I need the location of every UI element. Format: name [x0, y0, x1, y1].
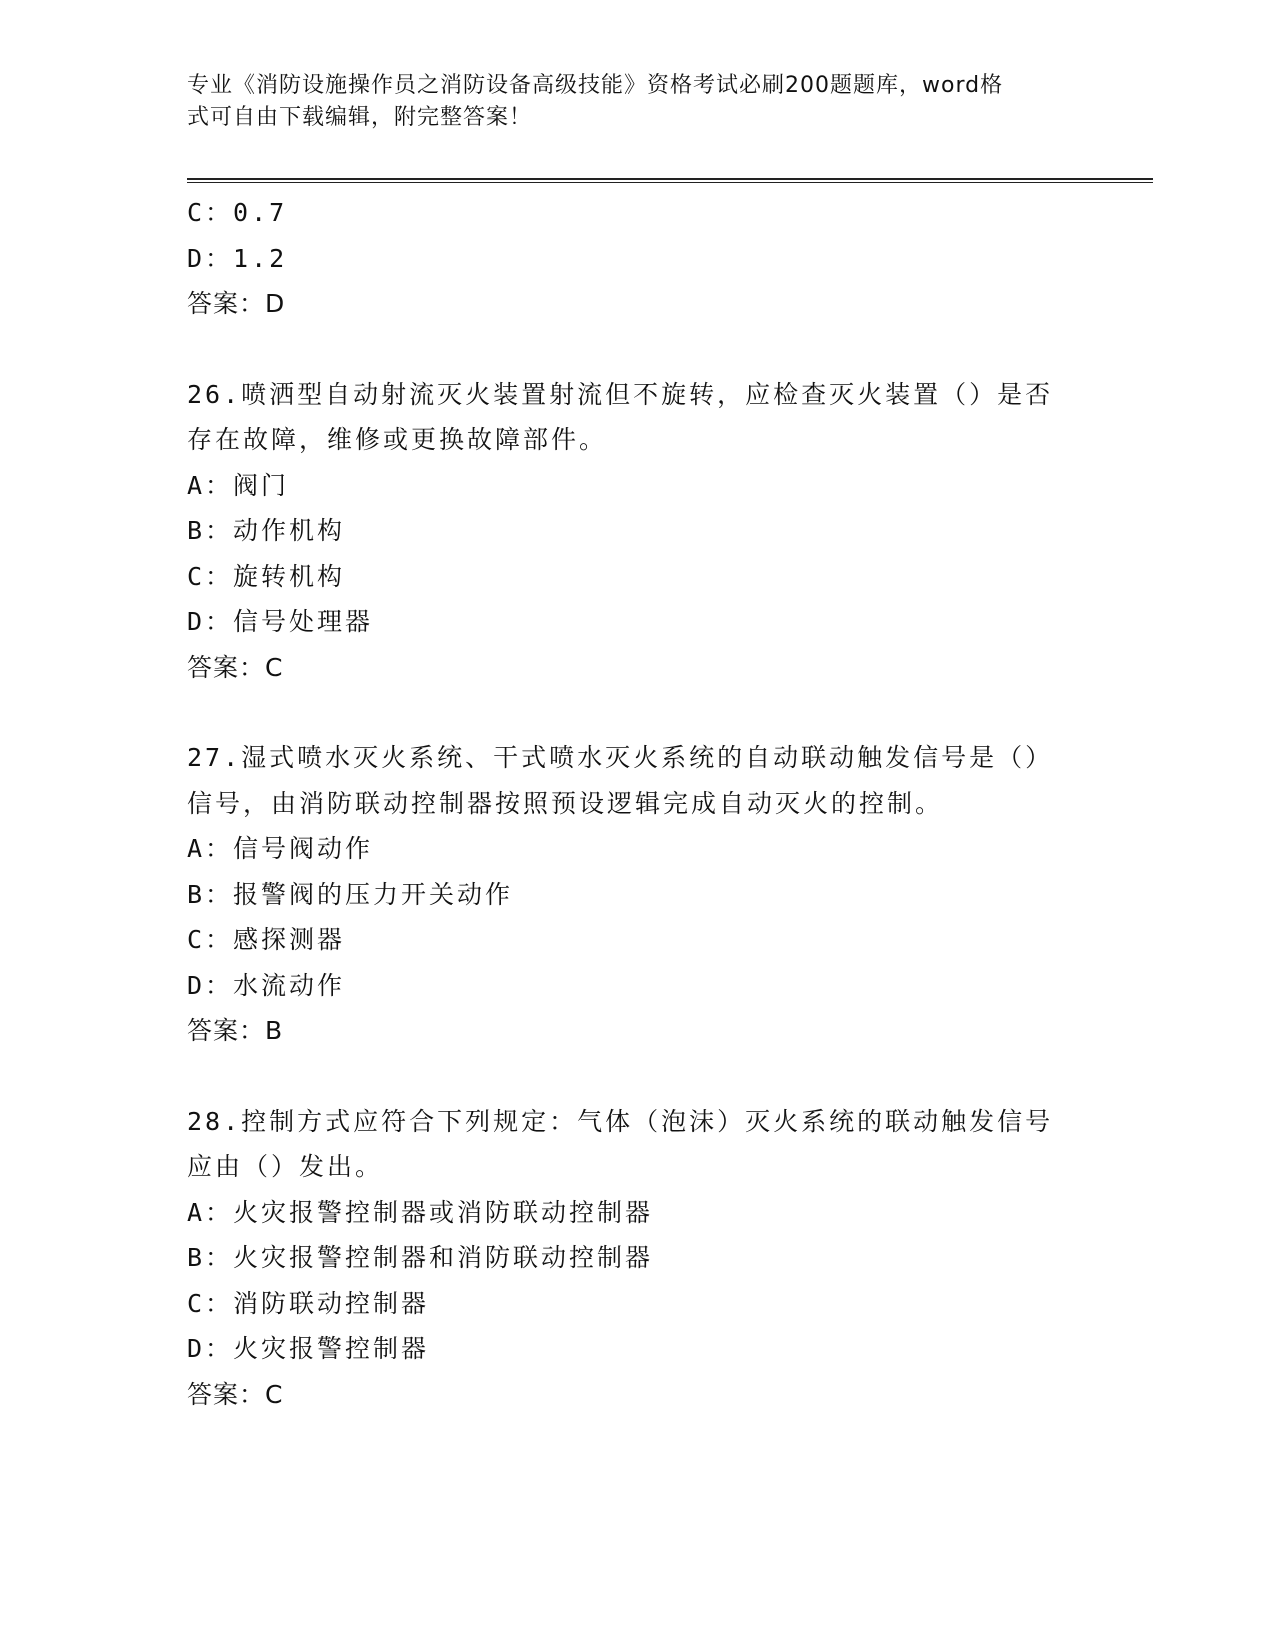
answer-line: 答案：D — [187, 289, 286, 318]
header-title-line2: 式可自由下载编辑，附完整答案！ — [187, 105, 533, 130]
option-b: B：火灾报警控制器和消防联动控制器 — [187, 1243, 654, 1272]
question-block-27 — [187, 735, 1087, 1054]
question-stem-line2: 存在故障，维修或更换故障部件。 — [187, 425, 608, 454]
option-c: C：感探测器 — [187, 925, 346, 954]
header-title-line1: 专业《消防设施操作员之消防设备高级技能》资格考试必刷200题题库，word格 — [187, 73, 1004, 98]
option-d: D：火灾报警控制器 — [187, 1334, 430, 1363]
question-stem-line1: 26.喷洒型自动射流灭火装置射流但不旋转，应检查灭火装置（）是否 — [187, 379, 1054, 409]
question-block-28 — [187, 1099, 1087, 1418]
question-stem-line2: 信号，由消防联动控制器按照预设逻辑完成自动灭火的控制。 — [187, 788, 944, 818]
option-b: B：报警阀的压力开关动作 — [187, 879, 514, 909]
option-c: C：消防联动控制器 — [187, 1288, 430, 1318]
option-c: C：旋转机构 — [187, 561, 346, 591]
question-block-25 — [187, 190, 1087, 327]
question-list — [187, 190, 1087, 1417]
option-c: C：0.7 — [187, 198, 288, 227]
answer-line: 答案：C — [187, 1379, 284, 1409]
question-block-26 — [187, 372, 1087, 691]
header-divider — [187, 178, 1153, 183]
question-stem-line2: 应由（）发出。 — [187, 1152, 384, 1181]
question-stem-line1: 28.控制方式应符合下列规定：气体（泡沫）灭火系统的联动触发信号 — [187, 1106, 1054, 1136]
answer-line: 答案：B — [187, 1016, 284, 1045]
option-a: A：信号阀动作 — [187, 834, 374, 863]
answer-line: 答案：C — [187, 652, 284, 682]
page-header — [187, 70, 1087, 134]
option-d: D：信号处理器 — [187, 607, 374, 636]
option-b: B：动作机构 — [187, 516, 346, 545]
option-d: D：水流动作 — [187, 970, 346, 1000]
question-stem-line1: 27.湿式喷水灭火系统、干式喷水灭火系统的自动联动触发信号是（） — [187, 743, 1054, 772]
option-a: A：阀门 — [187, 470, 290, 500]
option-d: D：1.2 — [187, 243, 288, 273]
option-a: A：火灾报警控制器或消防联动控制器 — [187, 1197, 654, 1227]
